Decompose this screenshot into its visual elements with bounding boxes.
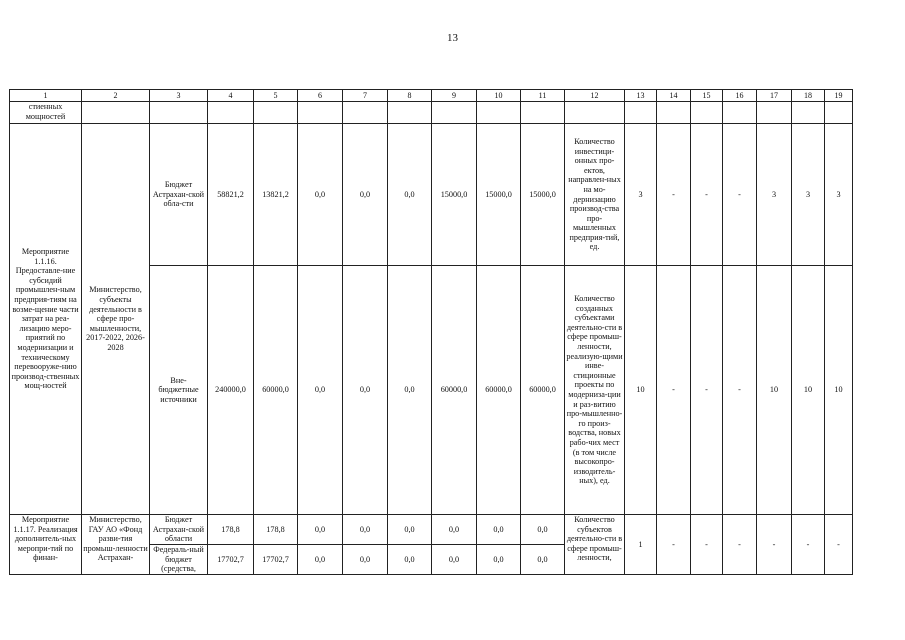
col-header: 11 — [521, 90, 565, 102]
target-cell: 10 — [792, 266, 825, 515]
value-cell: 178,8 — [254, 515, 298, 545]
value-cell: 0,0 — [388, 124, 432, 266]
value-cell: 17702,7 — [254, 545, 298, 575]
target-cell: 10 — [757, 266, 792, 515]
value-cell: 0,0 — [432, 515, 477, 545]
value-cell: 58821,2 — [208, 124, 254, 266]
indicator-text — [565, 515, 625, 575]
indicator-text-inner: Количество субъектов деятельно-сти в сфере промыш-ленности, — [566, 515, 623, 563]
measure-name — [10, 515, 82, 575]
measure-executor-text: Министерство, ГАУ АО «Фонд разви-тия промыш-ленности Астрахан- — [83, 515, 148, 563]
target-cell: 3 — [757, 124, 792, 266]
page-number: 13 — [447, 32, 458, 44]
col-header: 12 — [565, 90, 625, 102]
continuation-row — [10, 102, 853, 124]
value-cell: 15000,0 — [477, 124, 521, 266]
measure-name-text: Мероприятие 1.1.17. Реализация дополнитель-ных меропри-тий по финан- — [13, 515, 78, 563]
value-cell: 60000,0 — [521, 266, 565, 515]
target-cell: 1 — [625, 515, 657, 575]
target-cell: 10 — [825, 266, 853, 515]
col-header: 1 — [10, 90, 82, 102]
column-number-row — [10, 90, 853, 102]
value-cell: 0,0 — [298, 266, 343, 515]
value-cell: 0,0 — [298, 515, 343, 545]
col-header: 2 — [82, 90, 150, 102]
value-cell: 0,0 — [343, 545, 388, 575]
value-cell: 60000,0 — [477, 266, 521, 515]
target-cell: 3 — [792, 124, 825, 266]
value-cell: 0,0 — [388, 515, 432, 545]
col-header: 15 — [691, 90, 723, 102]
table-row — [10, 124, 853, 266]
value-cell: 15000,0 — [521, 124, 565, 266]
value-cell: 0,0 — [388, 266, 432, 515]
value-cell: 178,8 — [208, 515, 254, 545]
value-cell: 0,0 — [298, 545, 343, 575]
col-header: 4 — [208, 90, 254, 102]
col-header: 6 — [298, 90, 343, 102]
col-header: 8 — [388, 90, 432, 102]
table-row — [10, 515, 853, 545]
value-cell: 0,0 — [343, 266, 388, 515]
target-cell: - — [792, 515, 825, 575]
measure-executor — [82, 515, 150, 575]
target-cell: - — [723, 266, 757, 515]
value-cell: 0,0 — [521, 515, 565, 545]
funding-source: Бюджет Астрахан-ской обла-сти — [150, 124, 208, 266]
col-header: 3 — [150, 90, 208, 102]
target-cell: - — [657, 124, 691, 266]
col-header: 5 — [254, 90, 298, 102]
measure-executor: Министерство, субъекты деятельности в сфере про-мышленности, 2017-2022, 2026-2028 — [82, 124, 150, 515]
target-cell: 3 — [625, 124, 657, 266]
measure-name: Мероприятие 1.1.16. Предоставле-ние субсидий промышлен-ным предприя-тиям на возме-щение части затрат на реа-лизацию меро-приятий по модернизации и техническому перевооруже-нию производ-ственных мощ-ностей — [10, 124, 82, 515]
target-cell: - — [691, 515, 723, 575]
target-cell: - — [657, 266, 691, 515]
target-cell: - — [723, 515, 757, 575]
target-cell: 10 — [625, 266, 657, 515]
col-header: 17 — [757, 90, 792, 102]
col-header: 7 — [343, 90, 388, 102]
value-cell: 0,0 — [388, 545, 432, 575]
col-header: 14 — [657, 90, 691, 102]
value-cell: 17702,7 — [208, 545, 254, 575]
value-cell: 0,0 — [343, 515, 388, 545]
target-cell: - — [723, 124, 757, 266]
col-header: 16 — [723, 90, 757, 102]
value-cell: 60000,0 — [432, 266, 477, 515]
value-cell: 60000,0 — [254, 266, 298, 515]
target-cell: - — [757, 515, 792, 575]
indicator-text: Количество созданных субъектами деятельно-сти в сфере промыш-ленности, реализую-щими инве-стиционные проекты по модерниза-ции и раз-витию про-мышленно-го произ-водства, новых рабо-чих мест (в том числе высокопро-изводитель-ных), ед. — [565, 266, 625, 515]
value-cell: 0,0 — [343, 124, 388, 266]
target-cell: 3 — [825, 124, 853, 266]
col-header: 18 — [792, 90, 825, 102]
target-cell: - — [657, 515, 691, 575]
value-cell: 0,0 — [298, 124, 343, 266]
value-cell: 0,0 — [477, 515, 521, 545]
program-table — [9, 89, 853, 575]
funding-source: Бюджет Астрахан-ской области — [150, 515, 208, 545]
value-cell: 0,0 — [521, 545, 565, 575]
value-cell: 15000,0 — [432, 124, 477, 266]
target-cell: - — [691, 124, 723, 266]
value-cell: 240000,0 — [208, 266, 254, 515]
continuation-text: стиенных мощностей — [10, 102, 82, 124]
value-cell: 13821,2 — [254, 124, 298, 266]
value-cell: 0,0 — [477, 545, 521, 575]
funding-source: Вне-бюджетные источники — [150, 266, 208, 515]
target-cell: - — [691, 266, 723, 515]
col-header: 9 — [432, 90, 477, 102]
value-cell: 0,0 — [432, 545, 477, 575]
funding-source: Федераль-ный бюджет (средства, — [150, 545, 208, 575]
target-cell: - — [825, 515, 853, 575]
col-header: 19 — [825, 90, 853, 102]
col-header: 10 — [477, 90, 521, 102]
col-header: 13 — [625, 90, 657, 102]
indicator-text: Количество инвестици-онных про-ектов, направлен-ных на мо-дернизацию производ-ства про-мышленных предприя-тий, ед. — [565, 124, 625, 266]
